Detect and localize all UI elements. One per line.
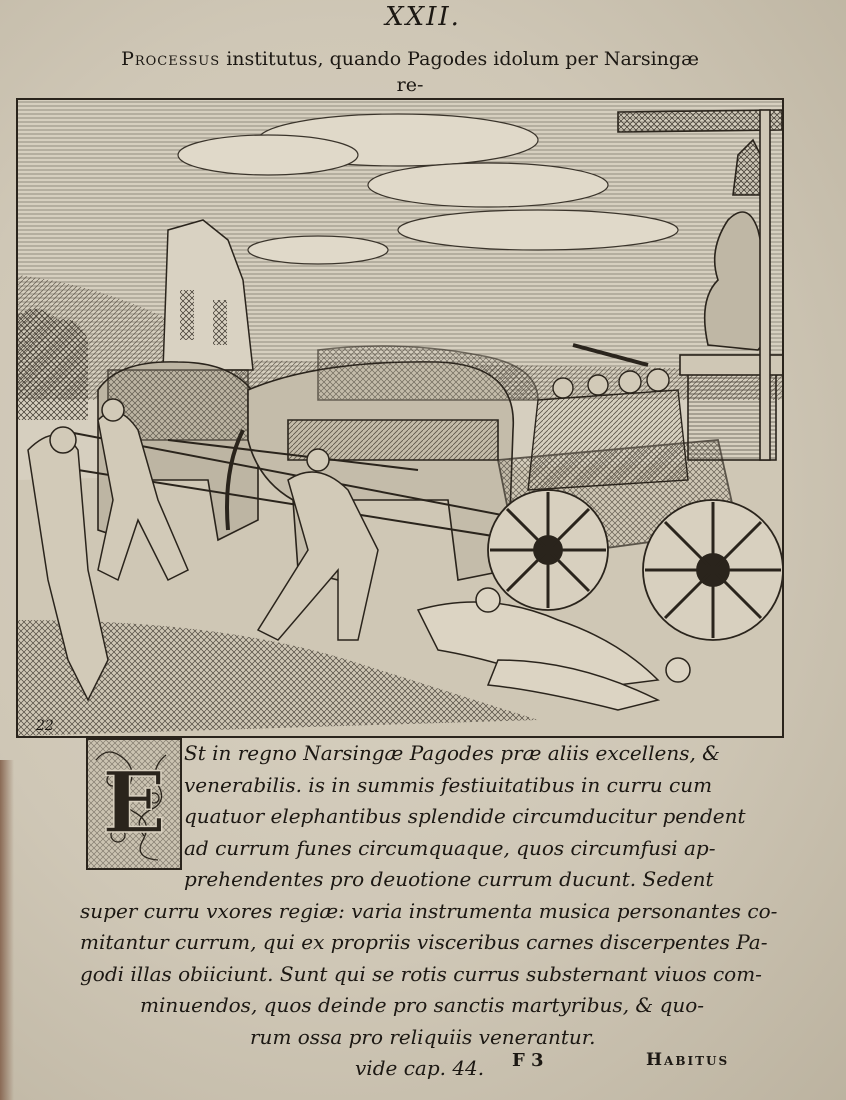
engraving-plate-number: 22 — [36, 718, 54, 734]
caption-lead-word: Processus — [121, 48, 221, 70]
signature-mark: F 3 — [512, 1050, 544, 1071]
decorated-initial — [86, 738, 182, 870]
body-line-11: vide cap. 44. — [355, 1056, 485, 1080]
caption-line-1: institutus, quando Pagodes idolum per Narsingæ re- — [220, 48, 699, 96]
page-edge-shadow — [0, 760, 14, 1100]
body-line-2: venerabilis. is in summis festiuitatibus in curru cum — [184, 772, 713, 797]
body-line-1: St in regno Narsingæ Pagodes præ aliis excellens, & — [184, 741, 720, 765]
body-line-8: godi illas obiiciunt. Sunt qui se rotis currus substernant viuos com- — [80, 961, 762, 986]
body-line-7: mitantur currum, qui ex propriis visceribus carnes discerpentes Pa- — [80, 930, 768, 954]
decorated-initial-ornament — [88, 740, 180, 868]
body-line-3: quatuor elephantibus splendide circumducitur pendent — [184, 804, 746, 828]
procession-engraving-image — [18, 100, 782, 736]
body-line-6: super curru vxores regiæ: varia instrumenta musica personantes co- — [80, 898, 778, 923]
catchword: Habitus — [646, 1050, 730, 1070]
body-line-9: minuendos, quos deinde pro sanctis martyribus, & quo- — [140, 993, 705, 1017]
engraving-illustration — [16, 98, 784, 738]
plate-number: XXII. — [385, 2, 461, 32]
body-line-10: rum ossa pro reliquiis venerantur. — [250, 1024, 596, 1049]
body-line-5: prehendentes pro deuotione currum ducunt. Sedent — [184, 867, 714, 891]
initial-letter: E — [101, 753, 167, 852]
body-line-4: ad currum funes circumquaque, quos circumfusi ap- — [184, 835, 716, 860]
